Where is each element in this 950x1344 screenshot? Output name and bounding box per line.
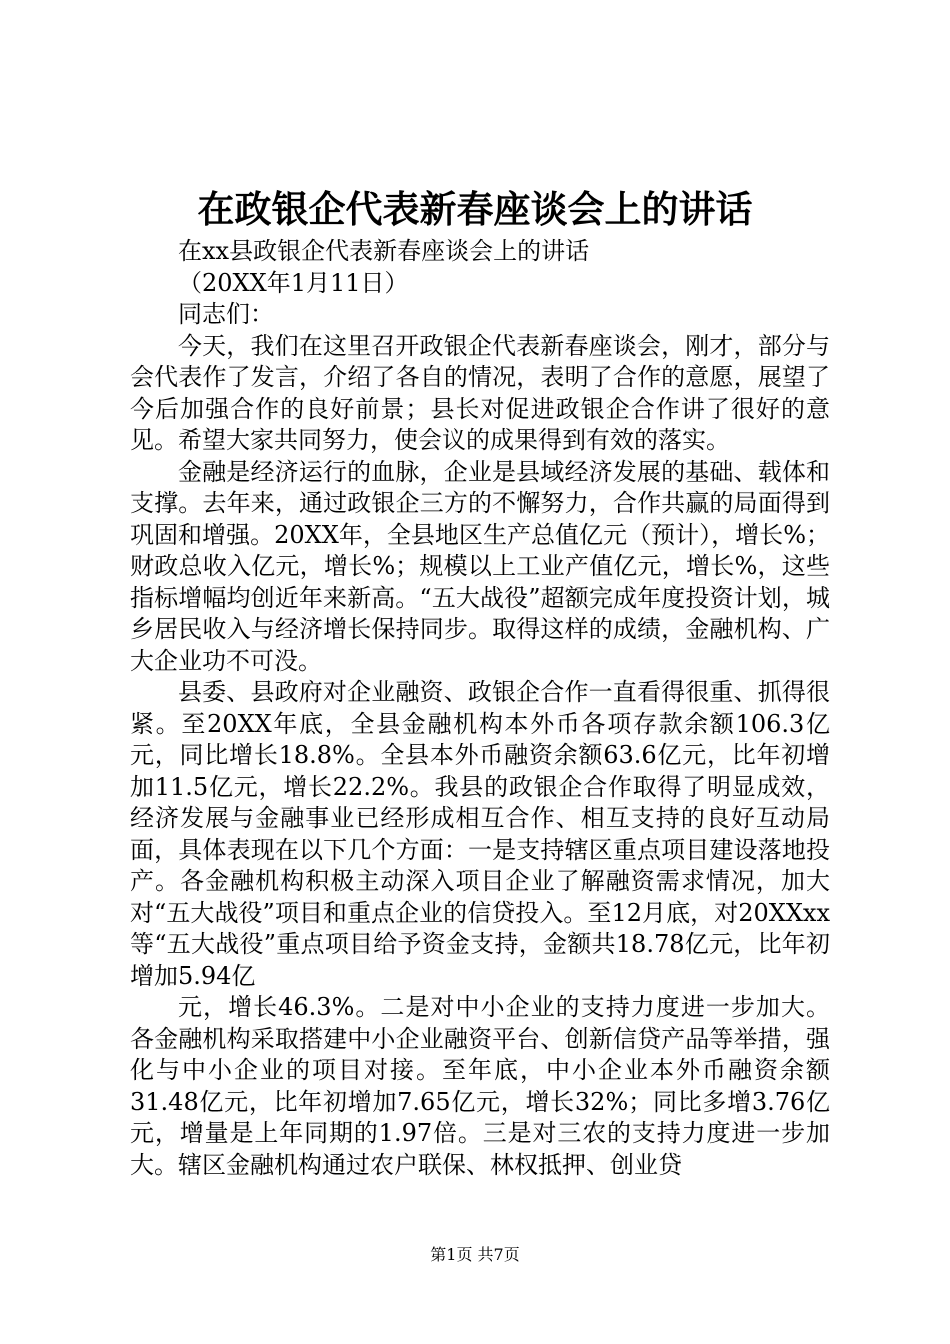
subtitle-paragraph: 在xx县政银企代表新春座谈会上的讲话: [178, 237, 590, 265]
document-title: 在政银企代表新春座谈会上的讲话: [197, 187, 753, 231]
salutation-paragraph: 同志们：: [178, 300, 274, 328]
document-body: [130, 236, 830, 1181]
page-footer: 第1页 共7页: [430, 1245, 520, 1264]
body-paragraph: 县委、县政府对企业融资、政银企合作一直看得很重、抓得很紧。至20XX年底，全县金融机构本外币各项存款余额106.3亿元，同比增长18.8%。全县本外币融资余额63.6亿元，比年初增加11.5亿元，增长22.2%。我县的政银企合作取得了明显成效，经济发展与金融事业已经形成相互合作、相互支持的良好互动局面，具体表现在以下几个方面：一是支持辖区重点项目建设落地投产。各金融机构积极主动深入项目企业了解融资需求情况，加大对“五大战役”项目和重点企业的信贷投入。至12月底，对20XXxx等“五大战役”重点项目给予资金支持，金额共18.78亿元，比年初增加5.94亿: [130, 678, 830, 990]
body-paragraph: 金融是经济运行的血脉，企业是县域经济发展的基础、载体和支撑。去年来，通过政银企三方的不懈努力，合作共赢的局面得到巩固和增强。20XX年，全县地区生产总值亿元（预计），增长%；财政总收入亿元，增长%；规模以上工业产值亿元，增长%，这些指标增幅均创近年来新高。“五大战役”超额完成年度投资计划，城乡居民收入与经济增长保持同步。取得这样的成绩，金融机构、广大企业功不可没。: [130, 457, 830, 675]
body-paragraph: 元，增长46.3%。二是对中小企业的支持力度进一步加大。各金融机构采取搭建中小企业融资平台、创新信贷产品等举措，强化与中小企业的项目对接。至年底，中小企业本外币融资余额31.48亿元，比年初增加7.65亿元，增长32%；同比多增3.76亿元，增量是上年同期的1.97倍。三是对三农的支持力度进一步加大。辖区金融机构通过农户联保、林权抵押、创业贷: [130, 993, 830, 1179]
date-paragraph: （20XX年1月11日）: [178, 268, 409, 297]
body-paragraph: 今天，我们在这里召开政银企代表新春座谈会，刚才，部分与会代表作了发言，介绍了各自的情况，表明了合作的意愿，展望了今后加强合作的良好前景；县长对促进政银企合作讲了很好的意见。希望大家共同努力，使会议的成果得到有效的落实。: [130, 331, 830, 454]
